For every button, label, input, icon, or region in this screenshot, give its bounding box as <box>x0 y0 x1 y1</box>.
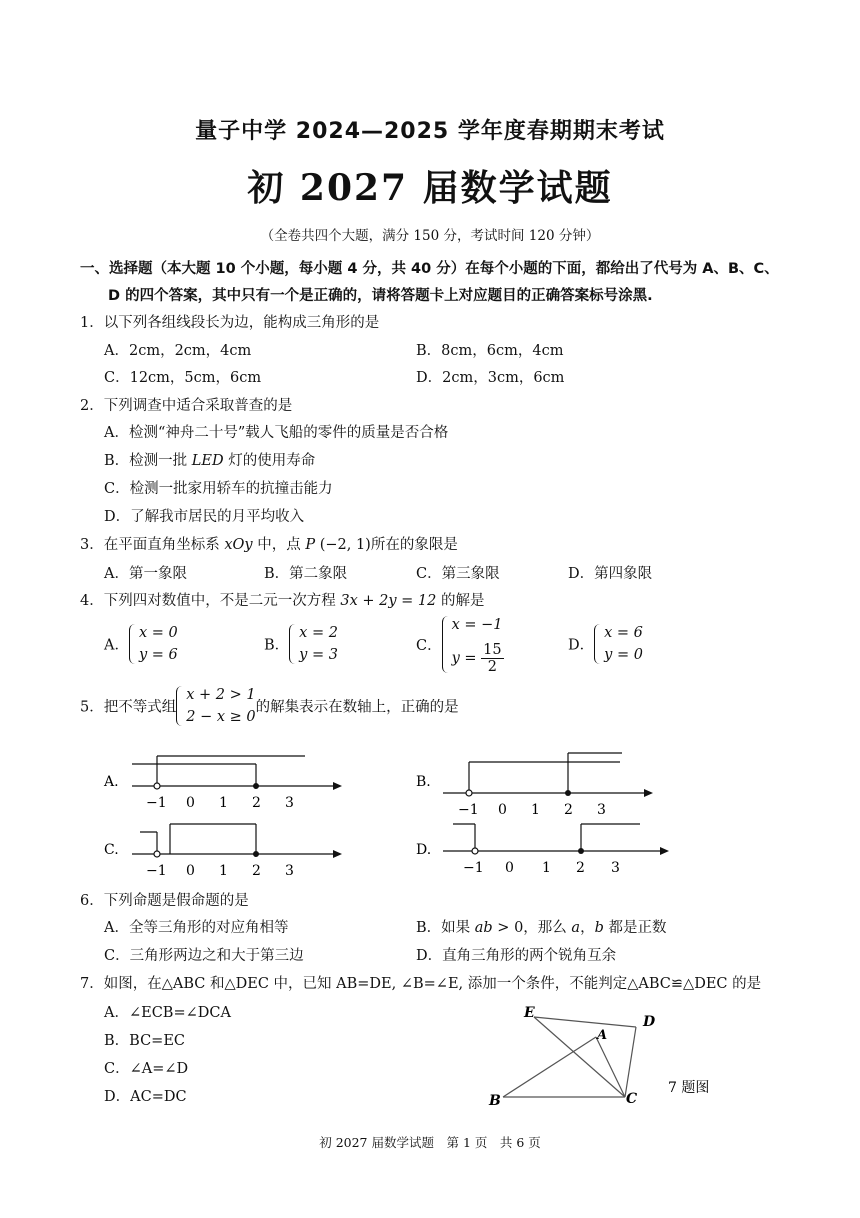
question-1-option-d: D．2cm，3cm，6cm <box>416 370 565 386</box>
number-line-a <box>103 756 342 811</box>
number-line-b <box>416 753 653 818</box>
question-4-option-b: B． x = 2 y = 3 <box>264 622 338 666</box>
question-1-stem: 1．以下列各组线段长为边，能构成三角形的是 <box>80 315 380 331</box>
point-label-e: E <box>524 1005 535 1021</box>
question-6-stem: 6．下列命题是假命题的是 <box>80 893 249 909</box>
exam-note: （全卷共四个大题，满分 150 分，考试时间 120 分钟） <box>260 228 600 244</box>
tick-label: 2 <box>564 802 573 818</box>
question-4-option-d: D． x = 6 y = 0 <box>568 622 643 666</box>
point-label-c: C <box>626 1091 638 1107</box>
question-2-option-b: B．检测一批 LED 灯的使用寿命 <box>104 453 316 469</box>
question-5-stem: 5．把不等式组 x + 2 > 1 2 − x ≥ 0 的解集表示在数轴上，正确的是 <box>80 684 459 728</box>
tick-label: 0 <box>186 795 195 811</box>
question-1-option-b: B．8cm，6cm，4cm <box>416 343 564 359</box>
question-4-option-c: C． x = −1 y = $\frac{15}{2}$ <box>416 614 504 675</box>
number-line-options <box>0 740 860 885</box>
question-1-option-c: C．12cm，5cm，6cm <box>104 370 262 386</box>
tick-label: 1 <box>219 863 228 879</box>
tick-label: 3 <box>285 795 294 811</box>
tick-label: −1 <box>463 860 484 876</box>
page-title: 初 2027 届数学试题 <box>247 167 613 209</box>
question-2-option-c: C．检测一批家用轿车的抗撞击能力 <box>104 481 333 497</box>
tick-label: 0 <box>186 863 195 879</box>
section-heading-line1: 一、选择题（本大题 10 个小题，每小题 4 分，共 40 分）在每个小题的下面，都给出了代号为 A、B、C、 <box>80 261 779 277</box>
number-line-c <box>104 824 342 879</box>
question-7-option-c: C．∠A=∠D <box>104 1061 189 1077</box>
number-line-b-label: B. <box>416 774 431 790</box>
tick-label: 0 <box>505 860 514 876</box>
question-2-stem: 2．下列调查中适合采取普查的是 <box>80 398 293 414</box>
question-4-option-a: A． x = 0 y = 6 <box>104 622 178 666</box>
question-7-option-b: B．BC=EC <box>104 1033 186 1049</box>
question-6-option-d: D．直角三角形的两个锐角互余 <box>416 948 617 964</box>
question-6-option-c: C．三角形两边之和大于第三边 <box>104 948 304 964</box>
tick-label: 2 <box>252 863 261 879</box>
figure-caption: 7 题图 <box>668 1080 710 1096</box>
tick-label: 1 <box>531 802 540 818</box>
tick-label: −1 <box>146 863 167 879</box>
section-heading-line2: D 的四个答案，其中只有一个是正确的，请将答题卡上对应题目的正确答案标号涂黑. <box>108 288 653 304</box>
question-6-option-a: A．全等三角形的对应角相等 <box>104 920 289 936</box>
tick-label: 1 <box>219 795 228 811</box>
tick-label: 3 <box>597 802 606 818</box>
tick-label: −1 <box>458 802 479 818</box>
number-line-d <box>416 824 669 876</box>
point-label-b: B <box>489 1093 501 1109</box>
number-line-d-label: D. <box>416 842 432 858</box>
question-3-option-d: D．第四象限 <box>568 566 653 582</box>
question-7-option-d: D．AC=DC <box>104 1089 187 1105</box>
question-3-option-c: C．第三象限 <box>416 566 500 582</box>
question-7-option-a: A．∠ECB=∠DCA <box>104 1005 231 1021</box>
question-2-option-d: D．了解我市居民的月平均收入 <box>104 509 305 525</box>
question-4-stem: 4．下列四对数值中，不是二元一次方程 3x + 2y = 12 的解是 <box>80 593 485 609</box>
point-label-d: D <box>643 1014 656 1030</box>
question-1-option-a: A．2cm，2cm，4cm <box>104 343 252 359</box>
question-6-option-b: B．如果 ab > 0，那么 a，b 都是正数 <box>416 920 667 936</box>
point-label-a: A <box>597 1028 608 1043</box>
tick-label: −1 <box>146 795 167 811</box>
question-7-figure <box>480 995 740 1115</box>
tick-label: 2 <box>252 795 261 811</box>
question-3-option-a: A．第一象限 <box>104 566 187 582</box>
number-line-a-label: A. <box>104 774 119 790</box>
tick-label: 3 <box>611 860 620 876</box>
question-3-stem: 3．在平面直角坐标系 xOy 中，点 P (−2, 1)所在的象限是 <box>80 537 458 553</box>
question-3-option-b: B．第二象限 <box>264 566 348 582</box>
school-exam-title: 量子中学 2024—2025 学年度春期期末考试 <box>195 119 665 144</box>
tick-label: 3 <box>285 863 294 879</box>
tick-label: 1 <box>542 860 551 876</box>
tick-label: 0 <box>498 802 507 818</box>
tick-label: 2 <box>576 860 585 876</box>
question-7-stem: 7．如图，在△ABC 和△DEC 中，已知 AB=DE, ∠B=∠E, 添加一个条件，不能判定△ABC≌△DEC 的是 <box>80 976 762 992</box>
number-line-c-label: C. <box>104 842 119 858</box>
page-footer: 初 2027 届数学试题 第 1 页 共 6 页 <box>319 1135 541 1150</box>
question-2-option-a: A．检测“神舟二十号”载人飞船的零件的质量是否合格 <box>104 425 449 441</box>
